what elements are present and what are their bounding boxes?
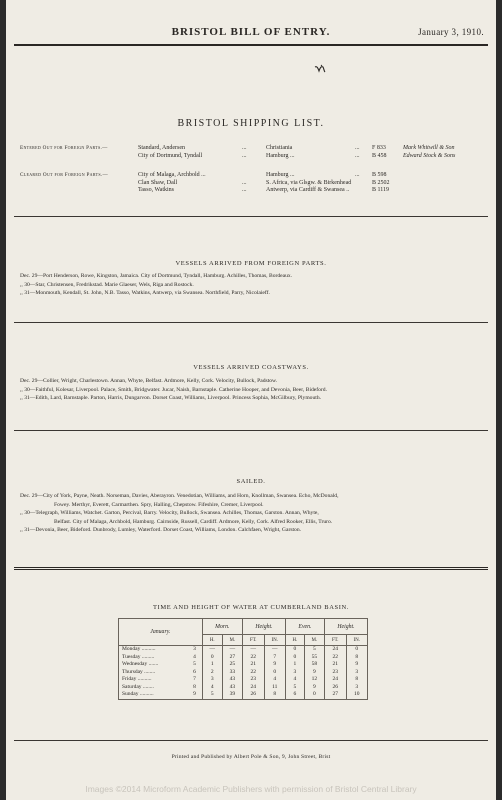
value-cell: — xyxy=(202,646,222,654)
value-cell: 4 xyxy=(264,676,285,684)
masthead-title: BRISTOL BILL OF ENTRY. xyxy=(171,26,331,38)
leader: ... xyxy=(355,172,360,178)
value-cell: 9 xyxy=(304,684,324,692)
value-cell: 3 xyxy=(202,676,222,684)
value-cell: 9 xyxy=(346,661,367,669)
sailing-entry: ,, 31—Devonia, Beer, Bideford. Dunbrody, Lumley, Waterford. Dorset Coast, Williams, London. Calchfaen, Wright, Garston. xyxy=(20,527,302,533)
value-cell: 43 xyxy=(222,676,242,684)
leader: ... xyxy=(355,152,360,159)
value-cell: 24 xyxy=(242,684,264,692)
value-cell: 33 xyxy=(222,669,242,677)
entry-code: F 833 xyxy=(372,145,386,151)
date-cell: 3 xyxy=(187,646,202,654)
leader: ... xyxy=(242,179,247,186)
sailing-entry: Fowey. Merthyr, Everett, Carmarthen. Spry, Halling, Chepstow. Fifeshire, Cremer, Liverpool. xyxy=(54,501,264,508)
value-cell: 21 xyxy=(242,661,264,669)
value-cell: 21 xyxy=(324,661,346,669)
leader: ... xyxy=(242,145,247,151)
sailing-entry: Dec. 29—City of York, Payne, Neath. Norseman, Davies, Aberayron. Venedotian, Williams, and Horn, Knollman, Swansea. Echo, McDonald, xyxy=(20,493,339,499)
value-cell: 1 xyxy=(202,661,222,669)
value-cell: 25 xyxy=(222,661,242,669)
date-cell: 7 xyxy=(187,676,202,684)
value-cell: 0 xyxy=(346,646,367,654)
vessel: City of Dortmund, Tyndall xyxy=(138,152,203,159)
unit-header: IN. xyxy=(346,635,367,646)
month-header: January. xyxy=(119,619,203,646)
value-cell: 24 xyxy=(324,646,346,654)
value-cell: 26 xyxy=(242,691,264,699)
cleared-label: Cleared Out for Foreign Parts.— xyxy=(20,172,108,178)
table-row xyxy=(119,669,368,677)
foreign-arrivals-text xyxy=(20,272,486,298)
printer-imprint: Printed and Published by Albert Pole & Son, 9, John Street, Brist xyxy=(171,754,331,760)
value-cell: 26 xyxy=(324,684,346,692)
sailed-title: SAILED. xyxy=(236,478,266,485)
vessel: Clan Shaw, Dall xyxy=(138,179,178,186)
unit-header: H. xyxy=(285,635,304,646)
arrival-entry: ,, 30—Star, Christensen, Fredrikstad. Marie Glaeser, Wels, Riga and Rostock. xyxy=(20,281,194,288)
value-cell: 10 xyxy=(346,691,367,699)
section-rule xyxy=(14,430,488,431)
value-cell: 39 xyxy=(222,691,242,699)
value-cell: 4 xyxy=(285,676,304,684)
value-cell: 27 xyxy=(324,691,346,699)
value-cell: 22 xyxy=(242,654,264,662)
sailing-entry: Belfast. City of Malaga, Archbold, Hamburg. Cairnside, Russell, Cardiff. Ardmore, Kelly, Cork. Alfred Rooker, Ellis, Truro. xyxy=(54,518,333,525)
value-cell: 9 xyxy=(304,669,324,677)
value-cell: 11 xyxy=(264,684,285,692)
masthead-rule xyxy=(14,44,488,46)
unit-header: FT. xyxy=(242,635,264,646)
morn-height-header: Height. xyxy=(242,619,285,635)
agent: Mark Whitwill & Son xyxy=(403,145,455,151)
sailing-entry: ,, 30—Telegraph, Williams, Watchet. Garton, Percival, Barry. Velocity, Bullock, Swansea. Achilles, Thomas, Garston. Annan, Whyte, xyxy=(20,510,319,516)
agent: Edward Stock & Sons xyxy=(403,152,456,159)
entered-label: Entered Out for Foreign Parts.— xyxy=(20,145,108,151)
unit-header: M. xyxy=(304,635,324,646)
date-cell: 9 xyxy=(187,691,202,699)
day-cell: Thursday ........ xyxy=(119,669,188,677)
table-row xyxy=(119,654,368,662)
value-cell: 6 xyxy=(285,691,304,699)
value-cell: 23 xyxy=(242,676,264,684)
entry-code: B 1119 xyxy=(372,187,390,193)
value-cell: 4 xyxy=(202,684,222,692)
cleared-row xyxy=(20,180,488,188)
value-cell: 1 xyxy=(285,661,304,669)
unit-header: M. xyxy=(222,635,242,646)
destination: S. Africa, via Glsgw. & Birkenhead xyxy=(266,179,352,186)
value-cell: — xyxy=(242,646,264,654)
sailed-text xyxy=(20,492,486,535)
cleared-row xyxy=(20,172,488,180)
value-cell: — xyxy=(264,646,285,654)
arrival-entry: Dec. 29—Collier, Wright, Charlestown. Annan, Whyte, Belfast. Ardmore, Kelly, Cork. Velocity, Bullock, Padstow. xyxy=(20,378,278,384)
date-cell: 5 xyxy=(187,661,202,669)
value-cell: 3 xyxy=(285,669,304,677)
entry-code: B 598 xyxy=(372,172,387,178)
arrival-entry: ,, 31—Edith, Lard, Barnstaple. Parton, Harris, Dungarvon. Dorset Coast, Williams, Liverpool. Princess Sophia, McGilbury, Plymouth. xyxy=(20,395,322,401)
value-cell: 55 xyxy=(304,654,324,662)
value-cell: 12 xyxy=(304,676,324,684)
masthead xyxy=(6,20,496,40)
archive-watermark: Images ©2014 Microform Academic Publishers with permission of Bristol Central Library xyxy=(85,784,417,794)
value-cell: 0 xyxy=(202,654,222,662)
value-cell: 43 xyxy=(222,684,242,692)
table-row xyxy=(119,676,368,684)
shipping-list-title: BRISTOL SHIPPING LIST. xyxy=(177,118,325,129)
masthead-date: January 3, 1910. xyxy=(418,27,484,37)
destination: Christiania xyxy=(266,145,293,151)
value-cell: 8 xyxy=(346,654,367,662)
value-cell: 22 xyxy=(324,654,346,662)
table-row xyxy=(119,691,368,699)
day-cell: Friday .......... xyxy=(119,676,188,684)
tide-table xyxy=(118,618,368,700)
even-header: Even. xyxy=(285,619,324,635)
unit-header: IN. xyxy=(264,635,285,646)
tide-table-title: TIME AND HEIGHT OF WATER AT CUMBERLAND BASIN. xyxy=(152,604,349,611)
cleared-row xyxy=(20,187,488,195)
coastways-text xyxy=(20,377,486,403)
entry-code: B 2502 xyxy=(372,179,390,186)
value-cell: — xyxy=(222,646,242,654)
date-cell: 8 xyxy=(187,684,202,692)
value-cell: 0 xyxy=(264,669,285,677)
day-cell: Wednesday ....... xyxy=(119,661,188,669)
arrival-entry: ,, 30—Faithful, Kolesar, Liverpool. Palace, Smith, Bridgwater. Jucar, Naish, Barnstaple. Catherine Hooper, and Devonia, Beer, Bideford. xyxy=(20,386,327,393)
destination: Hamburg ... xyxy=(266,152,295,159)
vessel: Tasso, Watkins xyxy=(138,187,174,193)
value-cell: 5 xyxy=(304,646,324,654)
table-row xyxy=(119,646,368,654)
table-row xyxy=(119,661,368,669)
value-cell: 8 xyxy=(346,676,367,684)
value-cell: 0 xyxy=(285,646,304,654)
day-cell: Monday .......... xyxy=(119,646,188,654)
leader: ... xyxy=(242,187,247,193)
footer-rule xyxy=(14,740,488,741)
arrival-entry: ,, 31—Monmouth, Kendall, St. John, N.B. Tasso, Watkins, Antwerp, via Swansea. Northfield, Parry, Nicolaieff. xyxy=(20,290,270,296)
cleared-out-listing xyxy=(20,172,488,195)
value-cell: 7 xyxy=(264,654,285,662)
destination: Hamburg ... xyxy=(266,172,295,178)
day-cell: Saturday ........ xyxy=(119,684,188,692)
unit-header: H. xyxy=(202,635,222,646)
arrival-entry: Dec. 29—Port Henderson, Rowe, Kingston, Jamaica. City of Dortmund, Tyndall, Hamburg. Achilles, Thomas, Bordeaux. xyxy=(20,273,293,279)
value-cell: 27 xyxy=(222,654,242,662)
value-cell: 24 xyxy=(324,676,346,684)
section-rule xyxy=(14,322,488,323)
date-cell: 6 xyxy=(187,669,202,677)
value-cell: 0 xyxy=(285,654,304,662)
destination: Antwerp, via Cardiff & Swansea .. xyxy=(266,187,350,193)
entered-row xyxy=(20,145,488,153)
day-cell: Sunday .......... xyxy=(119,691,188,699)
vessel: Standard, Andersen xyxy=(138,145,185,151)
day-cell: Tuesday ......... xyxy=(119,654,188,662)
entered-out-listing xyxy=(20,145,488,160)
foreign-arrivals-title: VESSELS ARRIVED FROM FOREIGN PARTS. xyxy=(175,260,327,267)
value-cell: 58 xyxy=(304,661,324,669)
value-cell: 8 xyxy=(264,691,285,699)
value-cell: 22 xyxy=(242,669,264,677)
value-cell: 9 xyxy=(264,661,285,669)
value-cell: 3 xyxy=(346,684,367,692)
coastways-title: VESSELS ARRIVED COASTWAYS. xyxy=(193,364,309,371)
leader: ... xyxy=(242,152,247,159)
value-cell: 0 xyxy=(304,691,324,699)
morn-header: Morn. xyxy=(202,619,242,635)
value-cell: 5 xyxy=(202,691,222,699)
date-cell: 4 xyxy=(187,654,202,662)
even-height-header: Height. xyxy=(324,619,367,635)
bill-of-entry-page xyxy=(6,0,496,800)
entered-row xyxy=(20,153,488,161)
unit-header: FT. xyxy=(324,635,346,646)
value-cell: 2 xyxy=(202,669,222,677)
section-rule xyxy=(14,216,488,217)
entry-code: B 458 xyxy=(372,152,387,159)
value-cell: 5 xyxy=(285,684,304,692)
table-row xyxy=(119,684,368,692)
value-cell: 23 xyxy=(324,669,346,677)
leader: ... xyxy=(355,145,360,151)
section-double-rule xyxy=(14,567,488,570)
vessel: City of Malaga, Archbold ... xyxy=(138,172,206,178)
value-cell: 3 xyxy=(346,669,367,677)
handwritten-mark xyxy=(314,64,328,74)
